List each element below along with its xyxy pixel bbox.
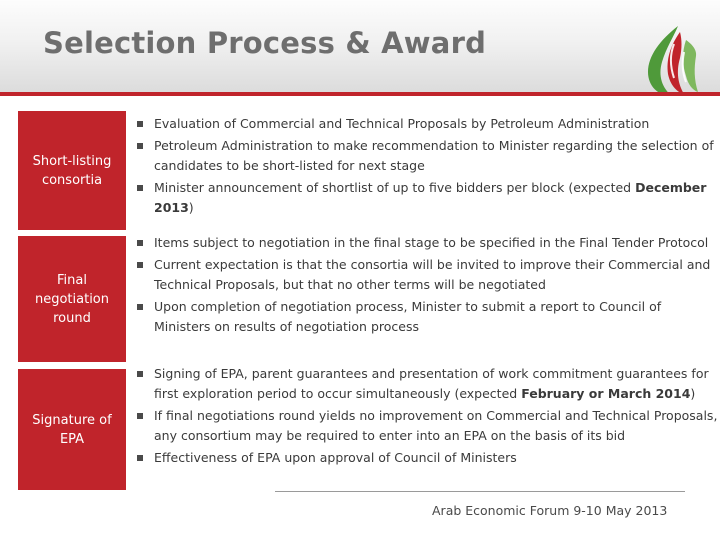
list-item: Upon completion of negotiation process, Minister to submit a report to Council of Ministers on results of negotiation process [134, 297, 718, 337]
footer-divider [275, 491, 685, 492]
list-item: Current expectation is that the consortia will be invited to improve their Commercial and Technical Proposals, but that no other terms will be negotiated [134, 255, 718, 295]
section-label-text: Short-listing consortia [32, 153, 112, 188]
section-label-text: Signature of EPA [32, 412, 112, 447]
bullet-list-short-listing [134, 114, 718, 220]
list-item: Petroleum Administration to make recommendation to Minister regarding the selection of candidates to be short-listed for next stage [134, 136, 718, 176]
section-label-signature [18, 369, 126, 490]
list-item: If final negotiations round yields no improvement on Commercial and Technical Proposals, any consortium may be required to enter into an EPA on the basis of its bid [134, 406, 718, 446]
list-item: Evaluation of Commercial and Technical Proposals by Petroleum Administration [134, 114, 718, 134]
section-label-final-negotiation [18, 236, 126, 362]
list-item: Minister announcement of shortlist of up to five bidders per block (expected December 2013) [134, 178, 718, 218]
footer-text: Arab Economic Forum 9-10 May 2013 [432, 503, 668, 518]
header-divider [0, 92, 720, 96]
page-title: Selection Process & Award [43, 26, 487, 60]
bullet-list-signature [134, 364, 718, 470]
list-item: Effectiveness of EPA upon approval of Council of Ministers [134, 448, 718, 468]
list-item: Items subject to negotiation in the final stage to be specified in the Final Tender Protocol [134, 233, 718, 253]
section-label-short-listing [18, 111, 126, 230]
logo-icon [640, 24, 702, 98]
section-label-text: Final negotiation round [34, 272, 110, 326]
list-item: Signing of EPA, parent guarantees and presentation of work commitment guarantees for first exploration period to occur simultaneously (expected February or March 2014) [134, 364, 718, 404]
bullet-list-final-negotiation [134, 233, 718, 339]
